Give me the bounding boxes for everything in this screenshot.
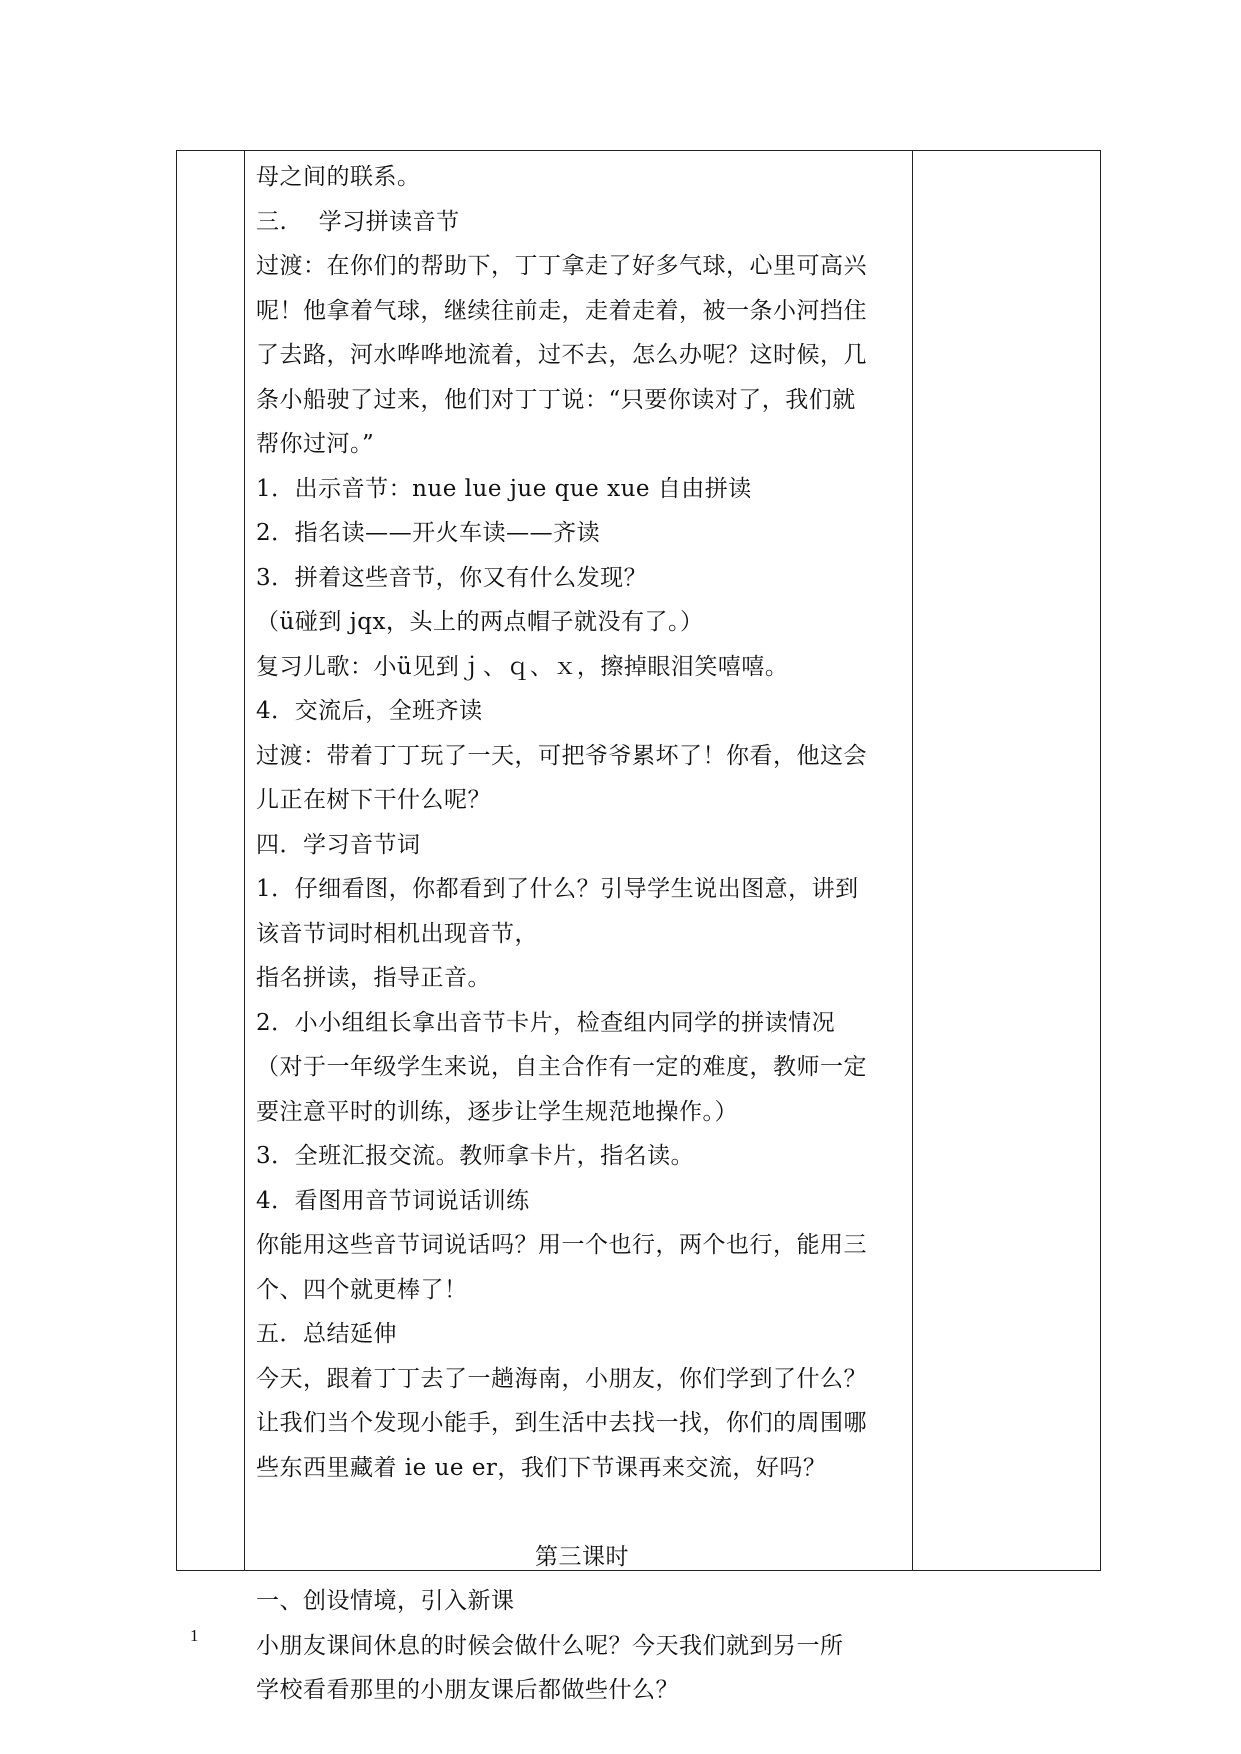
section-heading: 五．总结延伸 xyxy=(256,1321,397,1347)
text-line: 今天，跟着丁丁去了一趟海南，小朋友，你们学到了什么？ xyxy=(256,1365,867,1392)
page-number: 1 xyxy=(190,1626,199,1645)
lesson-content-cell xyxy=(256,155,908,1713)
text-line: 个、四个就更棒了！ xyxy=(256,1276,468,1303)
text-line: 你能用这些音节词说话吗？用一个也行，两个也行，能用三 xyxy=(256,1232,867,1258)
text-line: 些东西里藏着 ie ue er，我们下节课再来交流，好吗？ xyxy=(256,1454,827,1481)
text-line: 过渡：在你们的帮助下，丁丁拿走了好多气球，心里可高兴 xyxy=(256,253,867,279)
text-line: 过渡：带着丁丁玩了一天，可把爷爷累坏了！你看，他这会 xyxy=(256,742,867,769)
text-line: 呢！他拿着气球，继续往前走，走着走着，被一条小河挡住 xyxy=(256,297,867,324)
text-line: 4．看图用音节词说话训练 xyxy=(256,1187,530,1214)
table-column-divider-right xyxy=(912,151,913,1570)
text-line: 2．指名读——开火车读——齐读 xyxy=(256,520,601,546)
text-line: （ü碰到 jqx，头上的两点帽子就没有了。） xyxy=(256,609,704,635)
text-line: （对于一年级学生来说，自主合作有一定的难度，教师一定 xyxy=(256,1054,867,1080)
lesson-period-title: 第三课时 xyxy=(535,1543,629,1570)
text-line: 母之间的联系。 xyxy=(256,164,421,190)
text-line: 1．出示音节：nue lue jue que xue 自由拼读 xyxy=(256,475,752,502)
lesson-plan-table xyxy=(176,150,1101,1703)
text-line: 小朋友课间休息的时候会做什么呢？今天我们就到另一所 xyxy=(256,1632,844,1659)
text-line: 复习儿歌：小ü见到ｊ、ｑ、ｘ，擦掉眼泪笑嘻嘻。 xyxy=(256,653,789,680)
section-heading: 一、创设情境，引入新课 xyxy=(256,1588,515,1614)
section-heading: 四．学习音节词 xyxy=(256,831,421,858)
text-line: 让我们当个发现小能手，到生活中去找一找，你们的周围哪 xyxy=(256,1410,867,1436)
text-line: 儿正在树下干什么呢？ xyxy=(256,787,491,813)
blank-line xyxy=(256,1490,908,1535)
text-line: 条小船驶了过来，他们对丁丁说：“只要你读对了，我们就 xyxy=(256,386,856,413)
text-line: 了去路，河水哗哗地流着，过不去，怎么办呢？这时候，几 xyxy=(256,342,867,368)
text-line: 2．小小组组长拿出音节卡片，检查组内同学的拼读情况 xyxy=(256,1009,836,1036)
text-line: 1．仔细看图，你都看到了什么？引导学生说出图意，讲到 xyxy=(256,876,859,902)
text-line: 3．拼着这些音节，你又有什么发现？ xyxy=(256,564,648,591)
text-line: 要注意平时的训练，逐步让学生规范地操作。） xyxy=(256,1098,738,1125)
text-line: 帮你过河。” xyxy=(256,431,375,457)
text-line: 4．交流后，全班齐读 xyxy=(256,698,483,724)
text-line: 该音节词时相机出现音节， xyxy=(256,920,538,947)
section-heading: 三. 学习拼读音节 xyxy=(256,208,460,235)
text-line: 3．全班汇报交流。教师拿卡片，指名读。 xyxy=(256,1143,695,1169)
text-line: 学校看看那里的小朋友课后都做些什么？ xyxy=(256,1677,679,1703)
text-line: 指名拼读，指导正音。 xyxy=(256,965,491,991)
table-column-divider-left xyxy=(244,151,245,1570)
